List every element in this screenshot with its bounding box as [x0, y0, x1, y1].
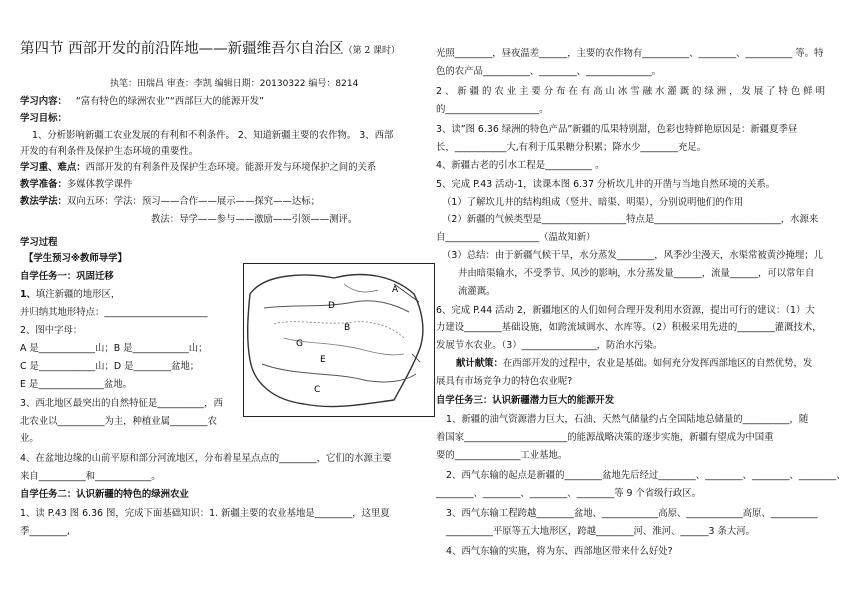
r-line-8: 5、完成 P.43 活动-1，读课本图 6.37 分析坎儿井的开凿与当地自然环境的关系。 [436, 179, 776, 190]
key-line [20, 162, 376, 174]
t2-line-2: 季________, [20, 526, 70, 537]
r-line-14: 流灌溉。 [458, 286, 496, 297]
r-line-17: 发展节水农业。（3）________________，防治水污染。 [436, 340, 663, 351]
meta-line: 执笔：田瑞昌 审查：李凯 编辑日期：20130322 编号：8214 [110, 79, 359, 89]
label-d: D [328, 301, 335, 311]
r-line-26: __________平原等五大地形区，跨越________河、淮河、______3 条大河。 [446, 526, 755, 537]
cd-line: C 是____________山；D 是________盆地； [20, 361, 200, 372]
task1-heading: 自学任务一：巩固迁移 [20, 271, 114, 282]
goal-line-2: 开发的有利条件及保护生态环境的重要性。 [20, 146, 199, 157]
method-label: 教法学法： [20, 196, 67, 207]
r-line-12: （3）总结：由于新疆气候干旱，水分蒸发________，风季沙尘漫天，水渠常被黄沙掩埋；儿 [442, 250, 823, 261]
r-line-6: 长，___________大,有利于瓜果糖分积累；降水少________充足。 [436, 142, 707, 153]
q1-text: 填注新疆的地形区， [35, 289, 121, 300]
kunlun-ridge [262, 364, 416, 382]
r-line-5: 3、读”图 6.36 绿洲的特色产品”新疆的瓜果特别甜，色彩也特鲜艳原因是：新疆夏季昼 [436, 124, 798, 135]
prep-line [20, 179, 133, 191]
r-line-15: 6、完成 P.44 活动 2，新疆地区的人们如何合理开发利用水资源，提出可行的建议：（1）大 [436, 305, 815, 316]
title-sub: （第 2 课时） [343, 46, 401, 56]
r-line-21: 着国家______________________的能源战略决策的逐步实施，新疆有望成为中国重 [436, 432, 774, 443]
q2-line: 2、图中字母： [20, 325, 83, 336]
task2-heading: 自学任务二：认识新疆的特色的绿洲农业 [20, 489, 189, 500]
map-drawing [244, 264, 434, 416]
t2-line-1: 1、读 P.43 图 6.36 图，完成下面基础知识：1. 新疆主要的农业基地是________，这里夏 [20, 508, 390, 519]
r-line-2: 色的农产品__________、________、______________。 [436, 66, 662, 77]
r-line-22: 要的______________工业基地。 [436, 450, 568, 461]
r-line-18 [456, 358, 812, 370]
r18-label: 献计献策： [456, 358, 503, 369]
r-line-1: 光照________，昼夜温差______，主要的农作物有__________、________、__________ 等。特 [436, 48, 824, 59]
label-e: E [320, 355, 326, 365]
q1-line-2: 并归纳其地形特点：______________________ [20, 307, 208, 318]
r-line-19: 展具有市场竞争力的特色农业呢? [436, 376, 573, 387]
tianshan-ridge [264, 301, 409, 312]
r-line-9: （1）了解坎儿井的结构组成（竖井、暗渠、明渠），分别说明他们的作用 [442, 197, 744, 208]
key-label: 学习重、难点： [20, 162, 86, 173]
goal-line-1: 1、分析影响新疆工农业发展的有利和不利条件。 2、知道新疆主要的农作物。 3、西部 [32, 130, 394, 141]
title-main: 第四节 西部开发的前沿阵地——新疆维吾尔自治区 [20, 41, 344, 57]
r-line-16: 力建设________基础设施，如跨流域调水、水库等。（2）积极采用先进的________灌溉技术， [436, 322, 822, 333]
r18-text: 在西部开发的过程中，农业是基础。如何充分发挥西部地区的自然优势，发 [502, 358, 813, 369]
q4-line-2: 来自__________和____________。 [20, 471, 161, 482]
arrow-e [412, 354, 420, 362]
key-text: 西部开发的有利条件及保护生态环境。能源开发与环境保护之间的关系 [85, 162, 377, 173]
r-line-24: ________、________、________、________等 9 个省级行政区。 [436, 488, 702, 499]
label-g: G [296, 339, 303, 349]
r-line-27: 4、西气东输的实施，将为东、西部地区带来什么好处? [446, 546, 673, 557]
r-line-25: 3、西气东输工程跨越________盆地、____________高原、____________高原、__________ [446, 508, 818, 519]
q1-text-2: 并归纳其地形特点： [20, 307, 105, 318]
q3-line-2: 北农业以__________为主，种植业属________农 [20, 416, 217, 427]
r-line-13: 井由暗渠输水，不受季节、风沙的影响，水分蒸发量______，流量______，可以常年自 [458, 268, 815, 279]
content-label: 学习内容： [20, 96, 67, 107]
prep-text: 多媒体教学课件 [66, 179, 133, 190]
r-line-10: （2）新疆的气候类型是__________________特点是___________________________，水源来 [442, 214, 819, 225]
e-line: E 是______________盆地。 [20, 379, 133, 390]
task3-heading: 自学任务三：认识新疆潜力巨大的能源开发 [436, 395, 615, 406]
r-line-3: 2 、 新 疆 的 农 业 主 要 分 布 在 有 高 山 冰 雪 融 水 灌 溉 的 绿 洲 ， 发 展 了 特 色 鲜 明 [436, 86, 825, 97]
method-line-2: 教法：导学——参与——激励——引领——测评。 [151, 214, 358, 225]
r-line-23: 2、西气东输的起点是新疆的________盆地先后经过________、________、________、________、 [446, 470, 846, 481]
label-b: B [344, 323, 351, 333]
r-line-20: 1、新疆的油气资源潜力巨大，石油、天然气储量约占全国陆地总储量的__________，随 [446, 414, 809, 425]
xinjiang-map [243, 263, 435, 417]
process-heading: 学习过程 [20, 237, 58, 248]
q4-line-1: 4、在盆地边缘的山前平原和部分河流地区，分布着星星点点的________，它们的水源主要 [20, 453, 392, 464]
prep-label: 教学准备： [20, 179, 67, 190]
q1-line [20, 289, 120, 301]
q3-line-1: 3、西北地区最突出的自然特征是__________，西 [20, 398, 223, 409]
q1-label: 1、 [20, 289, 36, 300]
r-line-4: 的____________________。 [436, 104, 549, 115]
content-line [20, 96, 264, 108]
goal-label: 学习目标： [20, 113, 67, 124]
r-line-7: 4、新疆古老的引水工程是__________ 。 [436, 160, 605, 171]
page-title [20, 40, 400, 60]
junggar-edge [344, 284, 378, 292]
q3-line-3: 业。 [20, 433, 39, 444]
ab-line: A 是____________山；B 是____________山； [20, 343, 208, 354]
guide-heading: 【学生预习※教师导学】 [24, 253, 127, 264]
method-text-1: 双向五环：学法：预习——合作——展示——探究——达标； [66, 196, 321, 207]
r-line-11: 自____________________（温故知新） [436, 232, 596, 243]
label-c: C [314, 385, 321, 395]
content-text: “富有特色的绿洲农业”“西部巨大的能源开发” [75, 96, 265, 107]
tarim-river [274, 322, 404, 338]
method-line-1 [20, 196, 320, 208]
label-a: A [392, 285, 399, 295]
